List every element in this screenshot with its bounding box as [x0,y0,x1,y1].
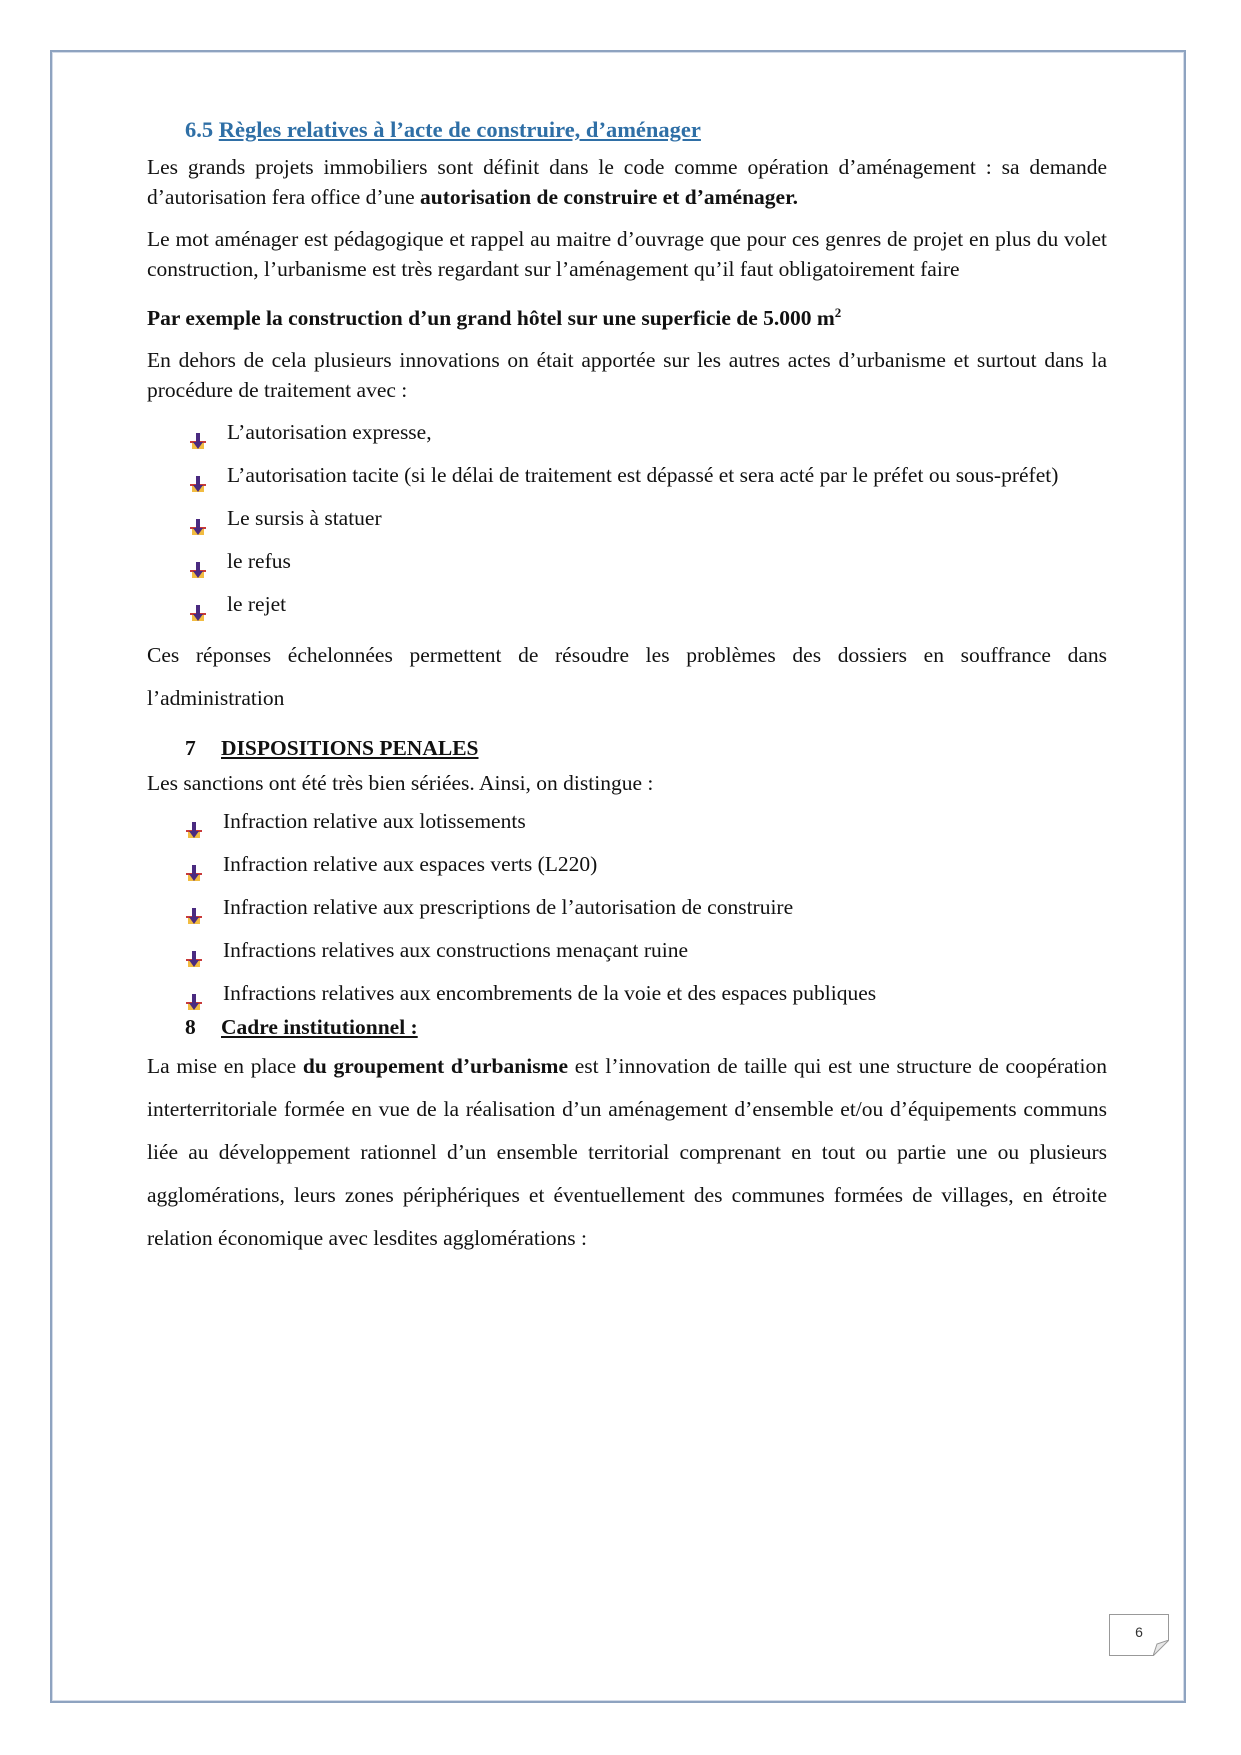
arrow-down-bullet-icon [189,594,207,612]
example-text: Par exemple la construction d’un grand hôtel sur une superficie de 5.000 m [147,306,835,331]
arrow-down-bullet-icon [189,422,207,440]
arrow-down-bullet-icon [189,551,207,569]
section-title: Cadre institutionnel : [221,1015,418,1040]
paragraph-text: La mise en place [147,1054,303,1079]
arrow-down-bullet-icon [185,940,203,958]
list-item-text: Infraction relative aux espaces verts (L220) [223,852,598,877]
arrow-down-bullet-icon [185,983,203,1001]
section-title: DISPOSITIONS PENALES [221,736,479,761]
paragraph-sanctions: Les sanctions ont été très bien sériées. Ainsi, on distingue : [147,771,654,796]
page-curl-icon [1153,1640,1169,1656]
section-number: 8 [185,1015,196,1040]
document-body [147,112,1107,1260]
list-item [147,843,1107,886]
arrow-down-bullet-icon [189,508,207,526]
list-item-text: Le sursis à statuer [227,506,382,531]
page-number: 6 [1135,1624,1143,1640]
list-item [147,454,1107,497]
arrow-down-bullet-icon [185,854,203,872]
list-item [147,886,1107,929]
paragraph-text: est l’innovation de taille qui est une structure de coopération interterritoriale formée en vue de la réalisation d’un aménagement d’ensemble et/ou d’équipements communs liée au développement rationnel d’un ensemble territorial comprenant en tout ou partie une ou plusieurs agglomérations, leurs zones périphériques et éventuellement des communes formées de villages, en étroite relation économique avec lesdites agglomérations : [147,1054,1107,1251]
list-item [147,411,1107,454]
section-number: 6.5 [185,117,219,142]
paragraph-amenager: Le mot aménager est pédagogique et rappel au maitre d’ouvrage que pour ces genres de projet en plus du volet construction, l’urbanisme est très regardant sur l’aménagement qu’il faut obligatoirement faire [147,227,1107,281]
example-line [147,298,1107,333]
list-item-text: le refus [227,549,291,574]
list-item [147,497,1107,540]
list-item-text: Infractions relatives aux encombrements de la voie et des espaces publiques [223,981,877,1006]
list-item-text: Infractions relatives aux constructions menaçant ruine [223,938,689,963]
list-item [147,583,1107,626]
infractions-list [147,800,1107,1015]
section-number: 7 [185,736,196,761]
bold-text: autorisation de construire et d’aménager. [420,185,799,209]
page-number-box [1109,1614,1169,1656]
section-6-5-heading [185,112,1107,148]
list-item-text: L’autorisation expresse, [227,420,432,445]
paragraph-text: Les grands projets immobiliers sont définit dans le code comme opération d’aménagement : sa demande d’autorisation fera office d’une [147,155,1107,209]
list-item [147,540,1107,583]
paragraph-grands-projets [147,152,1107,212]
arrow-down-bullet-icon [185,811,203,829]
arrow-down-bullet-icon [185,897,203,915]
superscript: 2 [834,305,842,320]
bold-text: du groupement d’urbanisme [302,1054,569,1079]
list-item-text: L’autorisation tacite (si le délai de traitement est dépassé et sera acté par le préfet ou sous-préfet) [227,463,1059,488]
list-item-text: Infraction relative aux prescriptions de l’autorisation de construire [223,895,794,920]
paragraph-reponses: Ces réponses échelonnées permettent de résoudre les problèmes des dossiers en souffrance dans l’administration [147,643,1107,711]
paragraph-innovations: En dehors de cela plusieurs innovations on était apportée sur les autres actes d’urbanisme et surtout dans la procédure de traitement avec : [147,348,1107,403]
section-7-heading [185,730,1107,766]
list-item [147,972,1107,1015]
list-item-text: le rejet [227,592,287,617]
list-item [147,929,1107,972]
section-title: Règles relatives à l’acte de construire, d’aménager [218,117,701,142]
list-item [147,800,1107,843]
list-item-text: Infraction relative aux lotissements [223,809,526,834]
paragraph-groupement [147,1045,1107,1260]
arrow-down-bullet-icon [189,465,207,483]
authorization-list [147,411,1107,626]
